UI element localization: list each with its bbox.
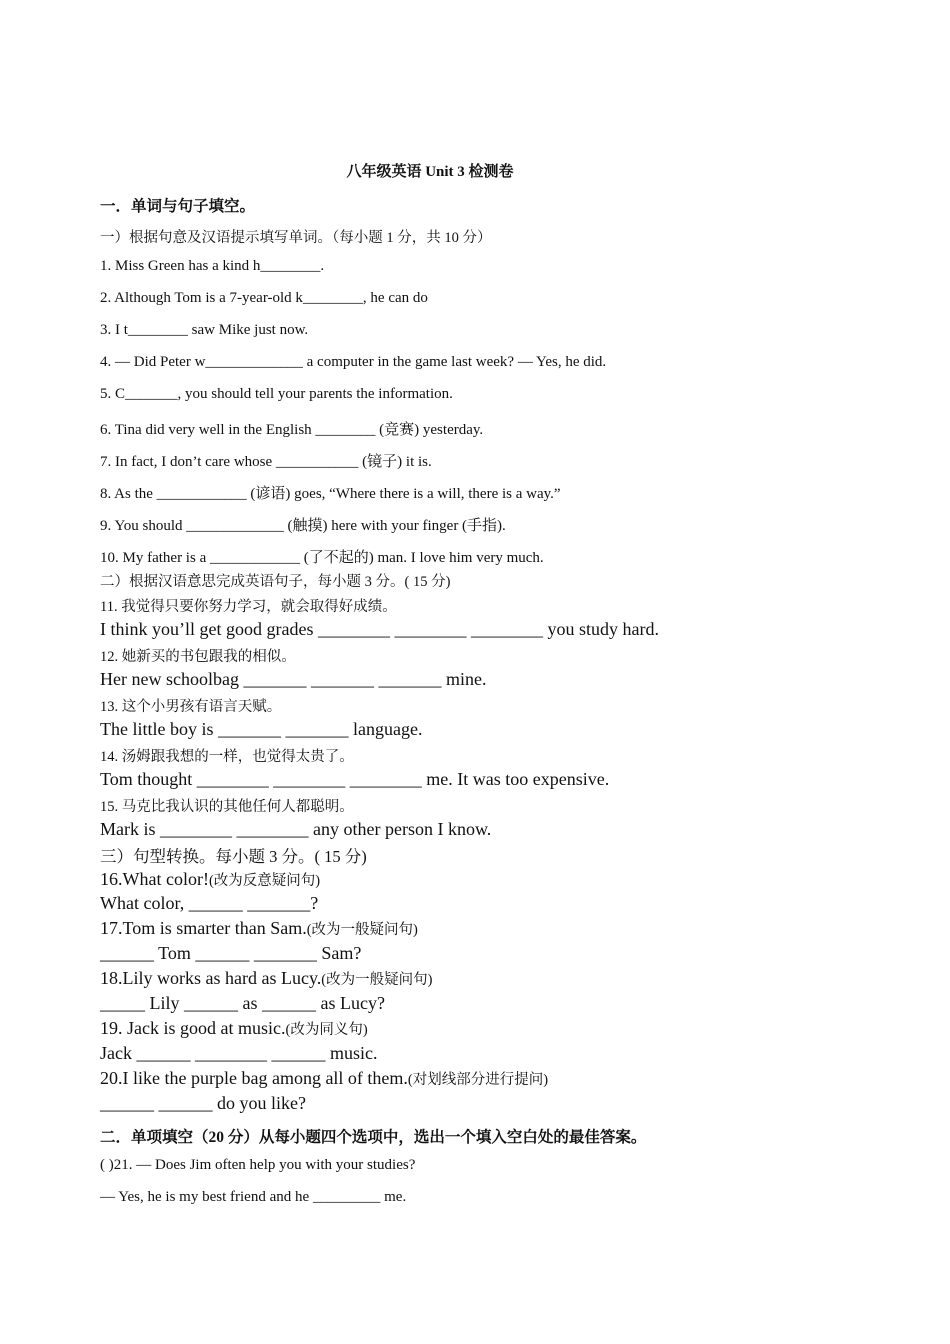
question-10: 10. My father is a ____________ (了不起的) man. I love him very much. bbox=[100, 550, 544, 566]
question-13-chinese: 13. 这个小男孩有语言天赋。 bbox=[100, 699, 282, 715]
part3-instruction: 三）句型转换。每小题 3 分。( 15 分) bbox=[100, 847, 367, 866]
question-14-chinese: 14. 汤姆跟我想的一样，也觉得太贵了。 bbox=[100, 749, 354, 765]
question-4: 4. — Did Peter w_____________ a computer in the game last week? — Yes, he did. bbox=[100, 354, 607, 370]
question-3: 3. I t________ saw Mike just now. bbox=[100, 322, 309, 338]
question-16 bbox=[100, 869, 320, 890]
question-19 bbox=[100, 1018, 368, 1039]
question-20-note: (对划线部分进行提问) bbox=[407, 1072, 549, 1088]
question-19-sentence: 19. Jack is good at music. bbox=[100, 1018, 286, 1038]
question-6: 6. Tina did very well in the English ________ (竞赛) yesterday. bbox=[100, 422, 484, 438]
question-20 bbox=[100, 1068, 548, 1089]
question-1: 1. Miss Green has a kind h________. bbox=[100, 258, 325, 274]
question-19-answer: Jack ______ ________ ______ music. bbox=[100, 1043, 378, 1063]
question-8: 8. As the ____________ (谚语) goes, “Where there is a will, there is a way.” bbox=[100, 486, 561, 502]
question-21: ( )21. — Does Jim often help you with your studies? bbox=[100, 1157, 416, 1173]
question-9: 9. You should _____________ (触摸) here with your finger (手指). bbox=[100, 518, 506, 534]
question-11-chinese: 11. 我觉得只要你努力学习，就会取得好成绩。 bbox=[100, 599, 397, 615]
question-11-english: I think you’ll get good grades ________ ________ ________ you study hard. bbox=[100, 619, 659, 639]
question-12-english: Her new schoolbag _______ _______ _______ mine. bbox=[100, 669, 487, 689]
question-13-english: The little boy is _______ _______ language. bbox=[100, 719, 423, 739]
question-20-answer: ______ ______ do you like? bbox=[100, 1093, 306, 1113]
section1-heading: 一．单词与句子填空。 bbox=[100, 198, 256, 215]
question-21-continuation: — Yes, he is my best friend and he _________ me. bbox=[100, 1189, 407, 1205]
question-2: 2. Although Tom is a 7-year-old k________, he can do bbox=[100, 290, 428, 306]
question-19-note: (改为同义句) bbox=[285, 1022, 368, 1038]
part1-instruction: 一）根据句意及汉语提示填写单词。（每小题 1 分，共 10 分） bbox=[100, 230, 492, 246]
part2-instruction: 二）根据汉语意思完成英语句子，每小题 3 分。( 15 分) bbox=[100, 574, 451, 590]
question-15-english: Mark is ________ ________ any other person I know. bbox=[100, 819, 492, 839]
question-7: 7. In fact, I don’t care whose ___________ (镜子) it is. bbox=[100, 454, 432, 470]
question-14-english: Tom thought ________ ________ ________ me. It was too expensive. bbox=[100, 769, 610, 789]
question-17-sentence: 17.Tom is smarter than Sam. bbox=[100, 918, 307, 938]
question-16-note: (改为反意疑问句) bbox=[208, 873, 321, 889]
question-5: 5. C_______, you should tell your parents the information. bbox=[100, 386, 453, 402]
question-12-chinese: 12. 她新买的书包跟我的相似。 bbox=[100, 649, 296, 665]
question-20-sentence: 20.I like the purple bag among all of them. bbox=[100, 1068, 408, 1088]
question-18 bbox=[100, 968, 432, 989]
question-18-answer: _____ Lily ______ as ______ as Lucy? bbox=[100, 993, 385, 1013]
page-title: 八年级英语 Unit 3 检测卷 bbox=[346, 164, 514, 180]
section2-heading: 二．单项填空（20 分）从每小题四个选项中，选出一个填入空白处的最佳答案。 bbox=[100, 1129, 647, 1146]
question-15-chinese: 15. 马克比我认识的其他任何人都聪明。 bbox=[100, 799, 354, 815]
question-17-answer: ______ Tom ______ _______ Sam? bbox=[100, 943, 362, 963]
question-17-note: (改为一般疑问句) bbox=[306, 922, 418, 938]
question-18-note: (改为一般疑问句) bbox=[321, 972, 433, 988]
question-16-sentence: 16.What color! bbox=[100, 869, 209, 889]
question-18-sentence: 18.Lily works as hard as Lucy. bbox=[100, 968, 322, 988]
question-17 bbox=[100, 918, 418, 939]
question-16-answer: What color, ______ _______? bbox=[100, 893, 319, 913]
